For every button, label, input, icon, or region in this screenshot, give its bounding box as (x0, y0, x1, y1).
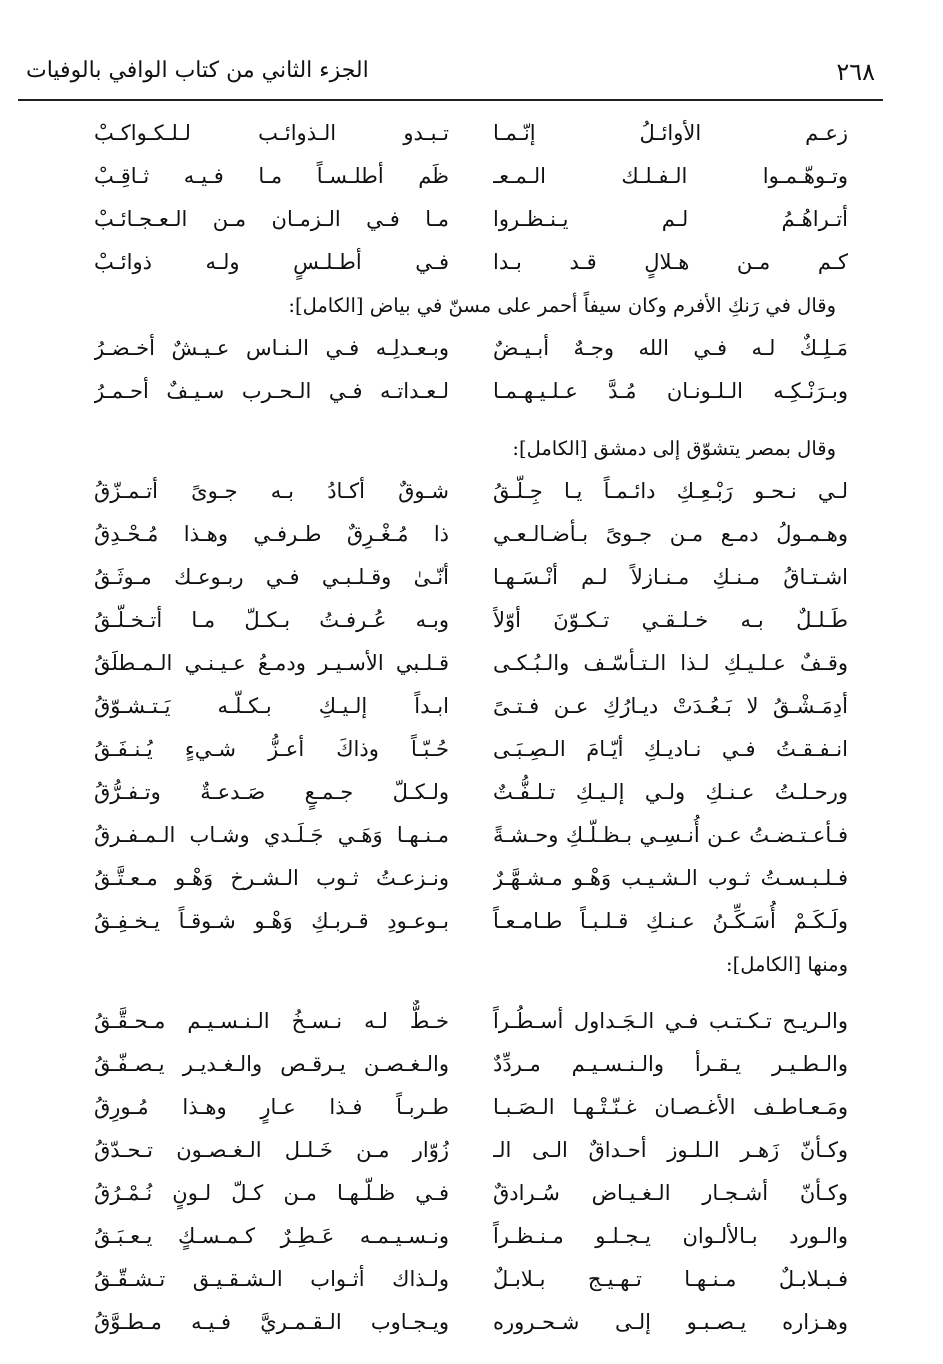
verse-first-hemistich: وبـرَنْـكِـه الـلـونـان مُـدَّ عـلـيـهـمـا (493, 379, 848, 403)
verse-couplet (70, 1301, 848, 1344)
verse-couplet (70, 470, 848, 513)
verse-second-hemistich: حُـبّـاً وذاكَ أعـزُّ شـيءٍ يُـنـفَـقُ (94, 737, 449, 761)
verse-second-hemistich: لـعـداتـه فـي الـحـرب سـيـفٌ أحـمـرُ (94, 379, 449, 403)
verse-second-hemistich: فـي أطـلـسٍ ولـه ذوائـبْ (94, 250, 449, 274)
verse-first-hemistich: فـأعـتـضـتُ عـن أُنـسِـي بـظـلّـكِ وحـشـةً (493, 823, 848, 847)
verse-second-hemistich: ذا مُـغْـرِقٌ طـرفـي وهـذا مُـحْـدِقُ (94, 522, 449, 546)
verse-couplet (70, 685, 848, 728)
verse-couplet (70, 1000, 848, 1043)
verse-first-hemistich: والـورد بـالألـوان يـجـلـو مـنـظـراً (493, 1224, 848, 1248)
header-rule (18, 99, 883, 101)
verse-first-hemistich: فـبـلابـلٌ مـنـهـا تـهـيـج بـلابـلٌ (493, 1267, 848, 1291)
verse-first-hemistich: انـفـقـتُ فـي نـاديـكِ أيّـامَ الـصِـبَـى (493, 737, 848, 761)
verse-second-hemistich: ونـسـيـمـه عَـطِـرٌ كـمـسـكٍ يـعـبَـقُ (94, 1224, 449, 1248)
verse-second-hemistich: مـنـهـا وَهَـي جَـلَـدي وشـاب الـمـفـرقُ (94, 823, 449, 847)
verse-second-hemistich: قـلـبي الأسـيـر ودمـعُ عـيـنـي الـمـطلَقُ (94, 651, 449, 675)
verse-first-hemistich: أتـراهُـمُ لـم يـنـظـروا (493, 207, 848, 231)
verse-couplet (70, 599, 848, 642)
verse-first-hemistich: كـم مـن هـلالٍ قـد بـدا (493, 250, 848, 274)
verse-first-hemistich: وقـفٌ عـلـيـكِ لـذا الـتـأسّـف والـبُـكـى (493, 651, 848, 675)
verse-second-hemistich: وبـعـدلِـه فـي الـنـاس عـيـشٌ أخـضـرُ (94, 336, 449, 360)
verse-first-hemistich: والـريـح تـكـتـب فـي الـجَـداول أسـطُـراً (493, 1009, 848, 1033)
verse-second-hemistich: والـغـصـن يـرقـص والـغـديـر يـصـفّـقُ (94, 1052, 449, 1076)
verse-couplet (70, 155, 848, 198)
verse-second-hemistich: ويـجـاوب الـقـمـريَّ فـيـه مـطـوَّقُ (94, 1310, 449, 1334)
verse-first-hemistich: أدِمَـشْـقُ لا بَـعُـدَتْ ديـارُكِ عـن فـتـىً (493, 694, 848, 718)
verse-first-hemistich: طَـلـلٌ بـه خـلـقـي تـكـوّنَ أوّلاً (493, 608, 848, 632)
stanza-gap (70, 413, 848, 427)
verse-first-hemistich: وكـأنّ زَهـر الـلـوز أحـداقٌ الـى الـ (493, 1138, 848, 1162)
verse-second-hemistich: فـي ظـلّـهـا مـن كـلّ لـونٍ نُـمْـرُقُ (94, 1181, 449, 1205)
verse-couplet (70, 1215, 848, 1258)
poem-body (70, 112, 848, 1344)
verse-first-hemistich: لـي نـحـو رَبْـعِـكِ دائـمـاً يـا جِـلّـقُ (493, 479, 848, 503)
verse-first-hemistich: مَـلِـكٌ لـه فـي الله وجـهٌ أبـيـضٌ (493, 336, 848, 360)
verse-second-hemistich: ولـذاك أثـواب الـشـقـيـق تـشـقّـقُ (94, 1267, 449, 1291)
verse-second-hemistich: أنّـىٰ وقـلـبـي فـي ربـوعـك مـوثَـقُ (94, 565, 449, 589)
verse-couplet (70, 1043, 848, 1086)
verse-couplet (70, 900, 848, 943)
verse-first-hemistich: والـطـيـر يـقـرأ والـنـسـيـم مـردِّدٌ (493, 1052, 848, 1076)
prose-line: وقال في رَنكِ الأفرم وكان سيفاً أحمر على مسنّ في بياض [الكامل]: (288, 294, 836, 317)
verse-second-hemistich: شـوقٌ أكـادُ بـه جـوىً أتـمـزّقُ (94, 479, 449, 503)
verse-first-hemistich: ورحـلـتُ عـنـكِ ولـي إلـيـكِ تـلـفُّـتٌ (493, 780, 848, 804)
verse-first-hemistich: وهـمـولُ دمـع مـن جـوىً بـأضـالـعـي (493, 522, 848, 546)
verse-first-hemistich: فـلـبـسـتُ ثـوب الـشـيـب وَهْـو مـشـهَّـرٌ (493, 866, 848, 890)
page-number: ٢٦٨ (836, 58, 875, 86)
verse-first-hemistich: ولَـكَـمْ أُسَـكِّـنُ عـنـكِ قـلـبـاً طـامـعـاً (493, 909, 848, 933)
verse-first-hemistich: اشـتـاقُ مـنـكِ مـنـازلاً لـم أنْـسَـهـا (493, 565, 848, 589)
verse-first-hemistich: وكـأنّ أشـجـار الـغـيـاض سُـرادقٌ (493, 1181, 848, 1205)
verse-couplet (70, 1258, 848, 1301)
verse-first-hemistich: ومَـعـاطـف الأغـصـان غـنّـتْـهـا الـصَـبـا (493, 1095, 848, 1119)
verse-second-hemistich: تـبـدو الـذوائـب لـلـكـواكـبْ (94, 121, 449, 145)
verse-second-hemistich: ونـزعـتُ ثـوب الـشـرخ وَهْـو مـعـتَّـقُ (94, 866, 449, 890)
stanza-gap (70, 986, 848, 1000)
verse-couplet (70, 857, 848, 900)
page-header (18, 58, 883, 98)
verse-couplet (70, 241, 848, 284)
verse-second-hemistich: ولـكـلّ جـمـعٍ صَـدعـةٌ وتـفـرُّقُ (94, 780, 449, 804)
verse-first-hemistich: وتـوهّـمـوا الـفـلـك الـمـعـ (493, 164, 848, 188)
verse-second-hemistich: ابـداً إلـيـكِ بـكـلّـه يَـتـشـوّقُ (94, 694, 449, 718)
prose-line: وقال بمصر يتشوّق إلى دمشق [الكامل]: (512, 437, 836, 460)
verse-couplet (70, 814, 848, 857)
verse-first-hemistich: وهـزاره يـصـبـو إلـى شـحـروره (493, 1310, 848, 1334)
verse-couplet (70, 1086, 848, 1129)
verse-second-hemistich: خـطٌّ لـه نـسـخُ الـنـسـيـم مـحـقَّـقُ (94, 1009, 449, 1033)
running-title: الجزء الثاني من كتاب الوافي بالوفيات (26, 58, 369, 83)
verse-couplet (70, 1129, 848, 1172)
verse-couplet (70, 642, 848, 685)
verse-second-hemistich: زُوّار مـن خَـلـل الـغـصـون تـحـدّقُ (94, 1138, 449, 1162)
verse-couplet (70, 1172, 848, 1215)
verse-couplet (70, 327, 848, 370)
verse-first-hemistich: زعـم الأوائـلُ إنّـمـا (493, 121, 848, 145)
verse-couplet (70, 198, 848, 241)
verse-couplet (70, 728, 848, 771)
verse-couplet (70, 556, 848, 599)
verse-couplet (70, 513, 848, 556)
verse-second-hemistich: مـا فـي الـزمـان مـن الـعـجـائـبْ (94, 207, 449, 231)
verse-couplet (70, 370, 848, 413)
verse-couplet (70, 771, 848, 814)
verse-second-hemistich: وبـه عُـرفـتُ بـكـلّ مـا أتـخـلّـقُ (94, 608, 449, 632)
prose-line: ومنها [الكامل]: (726, 953, 848, 976)
verse-second-hemistich: طـربـاً فـذا عـارٍ وهـذا مُـورِقُ (94, 1095, 449, 1119)
verse-couplet (70, 112, 848, 155)
verse-second-hemistich: ظَم أطلـسـاً مـا فـيـه ثـاقِـبْ (94, 164, 449, 188)
verse-second-hemistich: بـوعـودِ قـربـكِ وَهْـو شـوقـاً يـخـفِـقُ (94, 909, 449, 933)
